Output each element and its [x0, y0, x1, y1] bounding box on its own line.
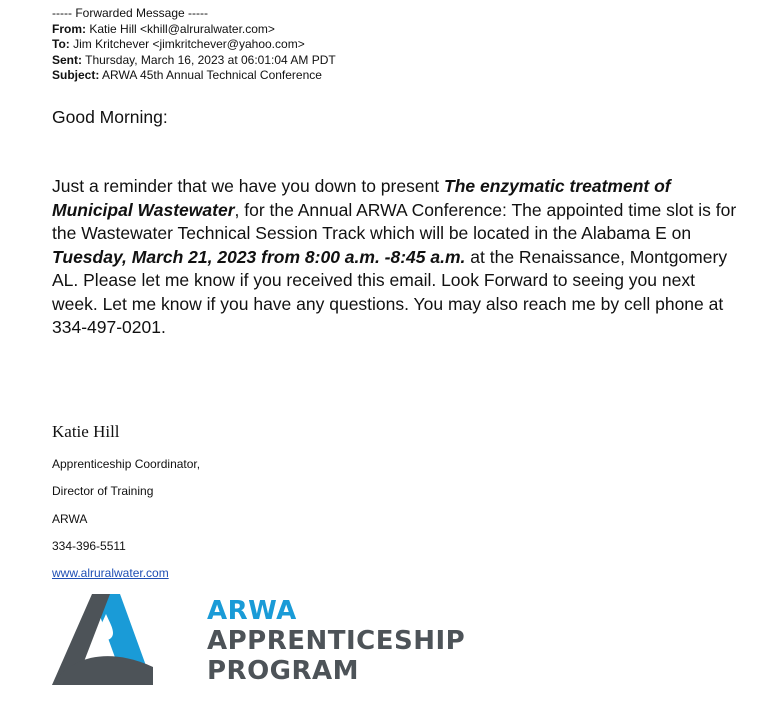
body-part-3: at the Renaissance, Montgomery AL. Please let me know if you received this email. Look Forward to seeing you next week. Let me know if you have any questions. You may also reach me by cell phone at 334-497-0201.: [52, 246, 728, 337]
subject-value: ARWA 45th Annual Technical Conference: [102, 68, 322, 82]
email-header: [52, 6, 336, 84]
signature-title-1: Apprenticeship Coordinator,: [52, 457, 201, 471]
body-part-2: , for the Annual ARWA Conference: The appointed time slot is for the Wastewater Technical Session Track which will be located in the Alabama E on: [52, 199, 737, 243]
from-line: [52, 22, 336, 38]
to-label: To:: [52, 37, 70, 51]
logo-text-apprenticeship: APPRENTICESHIP: [207, 626, 466, 656]
signature-phone: 334-396-5511: [52, 539, 126, 553]
greeting: Good Morning:: [52, 107, 168, 127]
sent-line: [52, 53, 336, 69]
forwarded-line: ----- Forwarded Message -----: [52, 6, 209, 20]
from-value: Katie Hill <khill@alruralwater.com>: [89, 21, 275, 36]
sent-value: Thursday, March 16, 2023 at 06:01:04 AM PDT: [85, 52, 336, 67]
logo-a-mark-icon: [52, 592, 202, 687]
session-datetime: Tuesday, March 21, 2023 from 8:00 a.m. -8:45 a.m.: [52, 246, 466, 267]
message-body: [52, 175, 742, 340]
to-value: Jim Kritchever <jimkritchever@yahoo.com>: [73, 37, 305, 51]
presentation-title: The enzymatic treatment of Municipal Wastewater: [52, 176, 671, 220]
signature-title-2: Director of Training: [52, 484, 154, 498]
signature-name: Katie Hill: [52, 422, 120, 441]
to-line: [52, 37, 336, 53]
from-label: From:: [52, 21, 86, 36]
sent-label: Sent:: [52, 52, 82, 67]
signature-website-link[interactable]: www.alruralwater.com: [52, 566, 169, 580]
subject-line: [52, 68, 336, 84]
subject-label: Subject:: [52, 68, 100, 82]
logo-text-program: PROGRAM: [207, 656, 360, 686]
arwa-logo: [52, 592, 466, 687]
logo-text-arwa: ARWA: [207, 596, 297, 626]
body-part-1: Just a reminder that we have you down to present: [52, 176, 445, 196]
signature-org: ARWA: [52, 512, 88, 526]
